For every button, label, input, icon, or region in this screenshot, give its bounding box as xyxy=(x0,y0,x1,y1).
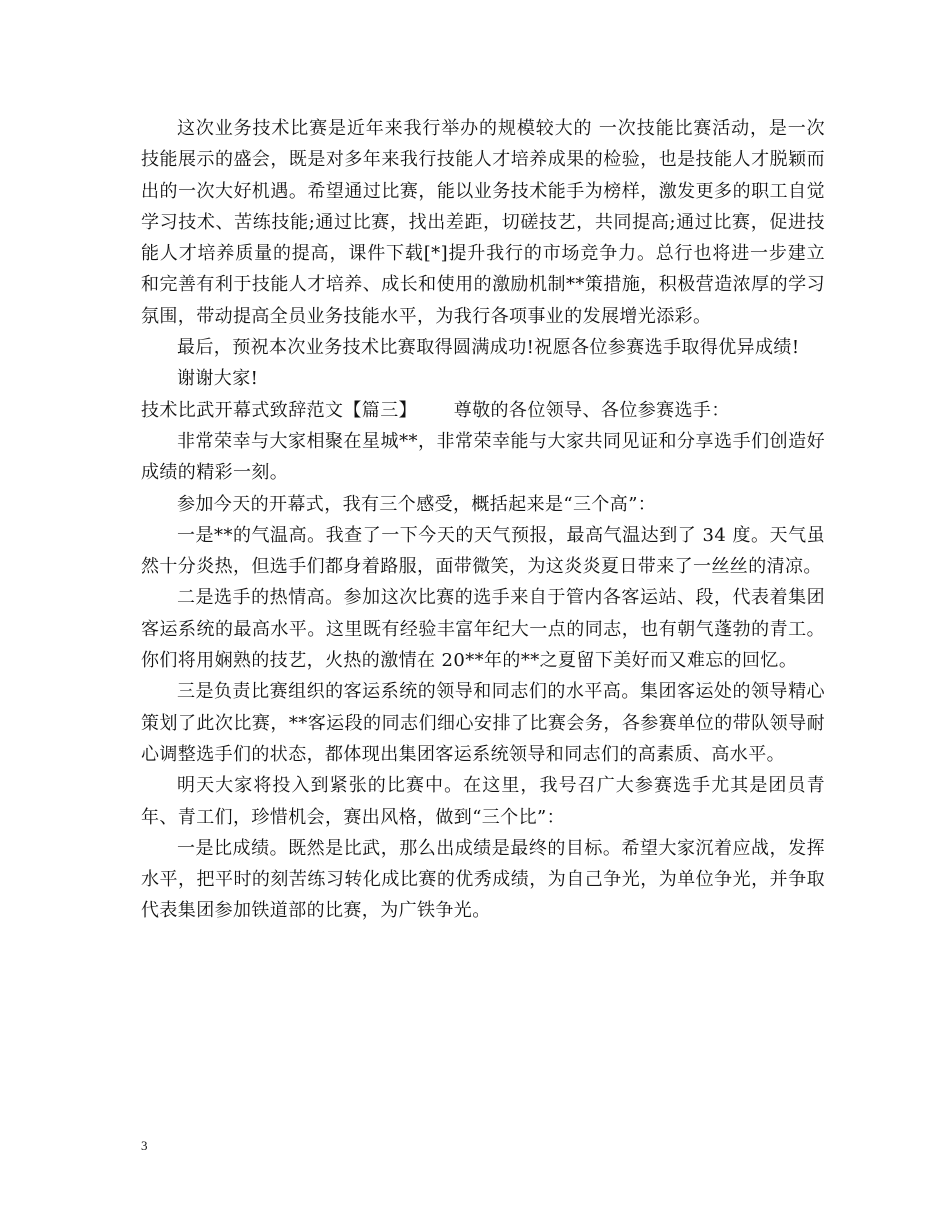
paragraph-closing-wishes: 最后，预祝本次业务技术比赛取得圆满成功!祝愿各位参赛选手取得优异成绩! xyxy=(177,337,800,359)
paragraph-enthusiasm-high: 二是选手的热情高。参加这次比赛的选手来自于管内各客运站、段，代表着集团客运系统的最高水平。这里既有经验丰富年纪大一点的同志，也有朝气蓬勃的青工。你们将用娴熟的技艺，火热的激情在 20**年的**之夏留下美好而又难忘的回忆。 xyxy=(141,587,825,672)
paragraph-compare-results: 一是比成绩。既然是比武，那么出成绩是最终的目标。希望大家沉着应战，发挥水平，把平时的刻苦练习转化成比赛的优秀成绩，为自己争光，为单位争光，并争取代表集团参加铁道部的比赛，为广铁争光。 xyxy=(141,837,825,922)
section-heading-part-three: 技术比武开幕式致辞范文【篇三】 尊敬的各位领导、各位参赛选手： xyxy=(141,399,730,421)
paragraph-competition-significance: 这次业务技术比赛是近年来我行举办的规模较大的 一次技能比赛活动，是一次技能展示的盛会，既是对多年来我行技能人才培养成果的检验，也是技能人才脱颖而出的一次大好机遇。希望通过比赛，能以业务技术能手为榜样，激发更多的职工自觉学习技术、苦练技能;通过比赛，找出差距，切磋技艺，共同提高;通过比赛，促进技能人才培养质量的提高，课件下载[*]提升我行的市场竞争力。总行也将进一步建立和完善有利于技能人才培养、成长和使用的激励机制**策措施，积极营造浓厚的学习氛围，带动提高全员业务技能水平，为我行各项事业的发展增光添彩。 xyxy=(141,118,825,327)
paragraph-three-highs-intro: 参加今天的开幕式，我有三个感受，概括起来是“三个高”： xyxy=(177,493,657,515)
paragraph-thanks: 谢谢大家! xyxy=(177,368,259,390)
paragraph-welcome: 非常荣幸与大家相聚在星城**，非常荣幸能与大家共同见证和分享选手们创造好成绩的精彩一刻。 xyxy=(141,430,825,484)
paragraph-temperature-high: 一是**的气温高。我查了一下今天的天气预报，最高气温达到了 34 度。天气虽然十分炎热，但选手们都身着路服，面带微笑，为这炎炎夏日带来了一丝丝的清凉。 xyxy=(141,524,825,578)
paragraph-three-compares-intro: 明天大家将投入到紧张的比赛中。在这里，我号召广大参赛选手尤其是团员青年、青工们，珍惜机会，赛出风格，做到“三个比”： xyxy=(141,775,825,828)
document-body xyxy=(141,113,825,927)
page-number: 3 xyxy=(141,1138,148,1153)
paragraph-level-high: 三是负责比赛组织的客运系统的领导和同志们的水平高。集团客运处的领导精心策划了此次比赛，**客运段的同志们细心安排了比赛会务，各参赛单位的带队领导耐心调整选手们的状态，都体现出集团客运系统领导和同志们的高素质、高水平。 xyxy=(141,681,825,765)
